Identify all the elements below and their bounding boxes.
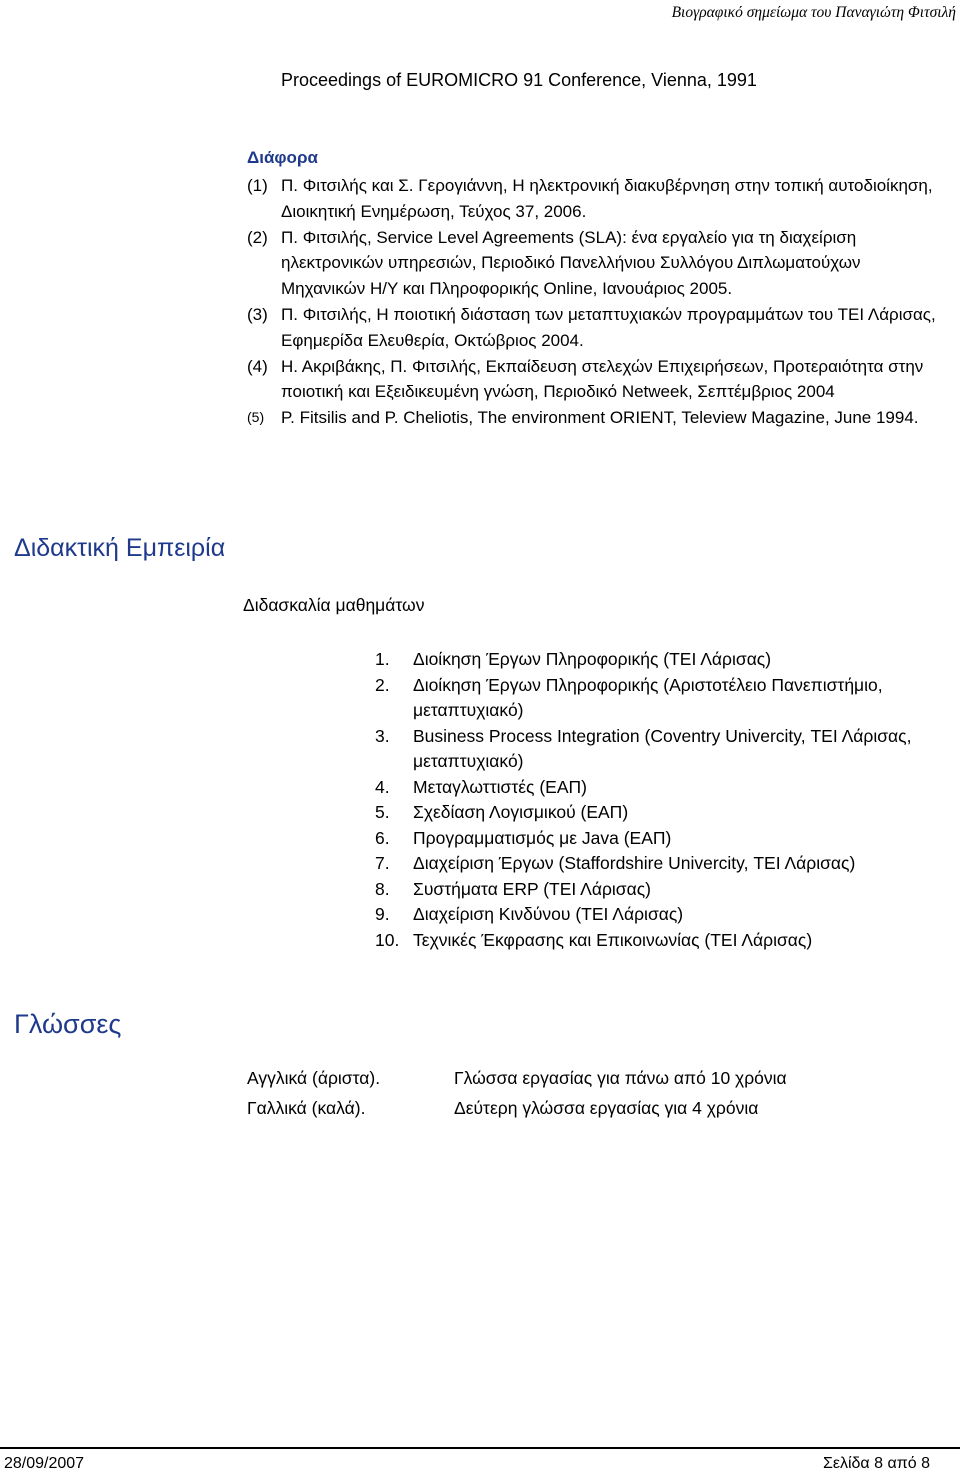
course-number: 3. [375, 725, 390, 746]
course-item-3 [375, 724, 950, 775]
course-text: Διαχείριση Κινδύνου (ΤΕΙ Λάρισας) [413, 904, 684, 924]
misc-item-5 [247, 405, 947, 431]
footer-divider [0, 1447, 960, 1449]
course-item-9 [375, 902, 950, 928]
misc-item-number: (4) [247, 356, 268, 376]
course-item-4 [375, 775, 950, 801]
misc-item-text: Π. Φιτσιλής, Service Level Agreements (SLA): ένα εργαλείο για τη διαχείριση ηλεκτρονικών υπηρεσιών, Περιοδικό Πανελλήνιου Συλλόγου Διπλωματούχων Μηχανικών Η/Υ και Πληροφορικής Online, Ιανουάριος 2005. [281, 227, 861, 299]
course-number: 2. [375, 674, 390, 695]
languages-section-title: Γλώσσες [14, 1009, 122, 1039]
course-number: 6. [375, 827, 390, 848]
language-name-french: Γαλλικά (καλά). [247, 1098, 366, 1118]
misc-item-text: Η. Ακριβάκης, Π. Φιτσιλής, Εκπαίδευση στελεχών Επιχειρήσεων, Προτεραιότητα στην ποιοτική και Εξειδικευμένη γνώση, Περιοδικό Netweek, Σεπτέμβριος 2004 [281, 356, 924, 402]
teaching-section-title: Διδακτική Εμπειρία [14, 534, 226, 562]
misc-item-number: (5) [247, 409, 265, 426]
misc-list [247, 173, 947, 431]
course-item-8 [375, 877, 950, 903]
course-number: 9. [375, 904, 390, 924]
course-item-5 [375, 800, 950, 826]
footer-page-number: Σελίδα 8 από 8 [822, 1455, 930, 1472]
course-text: Τεχνικές Έκφρασης και Επικοινωνίας (ΤΕΙ Λάρισας) [413, 929, 813, 950]
misc-item-text: P. Fitsilis and P. Cheliotis, The environment ORIENT, Teleview Magazine, June 1994. [281, 408, 919, 428]
course-text: Διοίκηση Έργων Πληροφορικής (Αριστοτέλειο Πανεπιστήμιο, μεταπτυχιακό) [413, 674, 883, 720]
course-number: 8. [375, 878, 390, 899]
misc-heading: Διάφορα [247, 148, 318, 167]
teaching-subtitle: Διδασκαλία μαθημάτων [243, 595, 425, 615]
misc-item-2 [247, 225, 947, 302]
course-item-10 [375, 928, 950, 954]
misc-item-1 [247, 173, 947, 225]
course-list [375, 647, 950, 953]
course-item-6 [375, 826, 950, 852]
course-number: 1. [375, 649, 390, 669]
proceedings-line: Proceedings of EUROMICRO 91 Conference, Vienna, 1991 [281, 70, 757, 90]
course-text: Διαχείριση Έργων (Staffordshire Univercity, ΤΕΙ Λάρισας) [413, 853, 856, 873]
misc-item-3 [247, 302, 947, 354]
misc-item-text: Π. Φιτσιλής και Σ. Γερογιάννη, Η ηλεκτρονική διακυβέρνηση στην τοπική αυτοδιοίκηση, Διοικητική Ενημέρωση, Τεύχος 37, 2006. [281, 176, 933, 221]
course-number: 7. [375, 853, 390, 873]
course-text: Διοίκηση Έργων Πληροφορικής (ΤΕΙ Λάρισας) [413, 649, 772, 669]
running-header: Βιογραφικό σημείωμα του Παναγιώτη Φιτσιλή [671, 4, 956, 21]
misc-item-number: (1) [247, 176, 268, 195]
course-text: Σχεδίαση Λογισμικού (ΕΑΠ) [413, 802, 629, 822]
misc-item-4 [247, 354, 947, 406]
misc-item-text: Π. Φιτσιλής, Η ποιοτική διάσταση των μεταπτυχιακών προγραμμάτων του ΤΕΙ Λάρισας, Εφημερίδα Ελευθερία, Οκτώβριος 2004. [281, 304, 936, 350]
language-description-english: Γλώσσα εργασίας για πάνω από 10 χρόνια [454, 1068, 787, 1088]
course-text: Προγραμματισμός με Java (ΕΑΠ) [413, 827, 672, 848]
course-item-2 [375, 673, 950, 724]
course-text: Business Process Integration (Coventry Univercity, ΤΕΙ Λάρισας, μεταπτυχιακό) [413, 725, 912, 771]
course-number: 10. [375, 929, 400, 950]
language-description-french: Δεύτερη γλώσσα εργασίας για 4 χρόνια [454, 1098, 759, 1118]
language-name-english: Αγγλικά (άριστα). [247, 1068, 381, 1088]
course-text: Συστήματα ERP (ΤΕΙ Λάρισας) [413, 878, 651, 899]
misc-item-number: (3) [247, 304, 268, 324]
course-item-7 [375, 851, 950, 877]
misc-item-number: (2) [247, 227, 268, 247]
course-number: 5. [375, 802, 390, 822]
course-text: Μεταγλωττιστές (ΕΑΠ) [413, 776, 587, 797]
course-item-1 [375, 647, 950, 673]
footer-date: 28/09/2007 [4, 1455, 85, 1472]
course-number: 4. [375, 776, 390, 797]
